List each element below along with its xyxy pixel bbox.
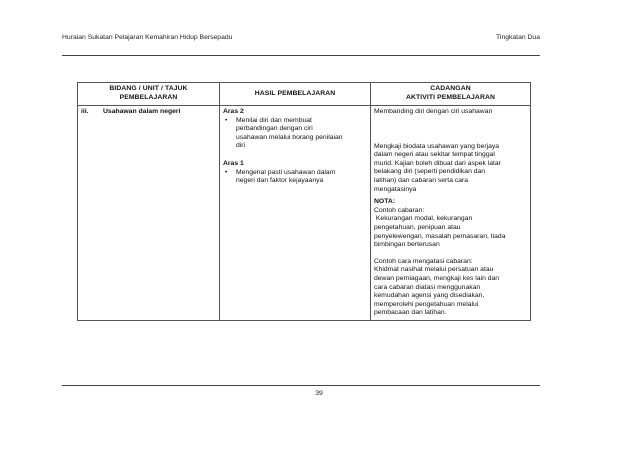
- note-line: pembacaan dan latihan.: [374, 309, 447, 317]
- note-challenges: [374, 207, 527, 250]
- column-header-topic: [78, 83, 220, 106]
- activities-cell: [371, 106, 531, 321]
- unit-name: Usahawan dalam negeri: [103, 108, 181, 115]
- outcome-line: Mengenal pasti usahawan dalam: [236, 168, 336, 176]
- outcome-line: diri: [236, 142, 246, 150]
- unit-number: iii.: [81, 108, 89, 115]
- list-item: [223, 169, 367, 186]
- table-row: [78, 106, 531, 321]
- activity-line: Membanding diri dengan ciri usahawan: [374, 108, 493, 115]
- form-level-label: Tingkatan Dua: [496, 34, 540, 41]
- note-line: Contoh cara mengatasi cabaran:: [374, 257, 473, 265]
- note-title: NOTA:: [374, 198, 396, 206]
- level-2-list: [223, 117, 367, 151]
- document-title: Huraian Sukatan Pelajaran Kemahiran Hidup Bersepadu: [62, 34, 233, 41]
- table-header-row: [78, 83, 531, 106]
- note-line: Contoh cabaran:: [374, 206, 425, 214]
- outcome-line: negeri dan faktor kejayaanya: [236, 177, 324, 185]
- column-header-activities: [371, 83, 531, 106]
- note-line: bimbingan berterusan: [374, 241, 440, 249]
- column-header-topic-line2: PEMBELAJARAN: [119, 94, 178, 101]
- footer-rule: [62, 385, 540, 386]
- note-line: cara cabaran diatasi menggunakan: [374, 283, 481, 291]
- topic-cell: [78, 106, 220, 321]
- column-header-activities-line2: AKTIVITI PEMBELAJARAN: [406, 94, 495, 101]
- activity-line: belakang diri (seperti pendidikan dan: [374, 168, 486, 176]
- page-header: [62, 34, 540, 46]
- activity-line: mengatasinya: [374, 185, 417, 193]
- activity-line: latihan) dan cabaran serta cara: [374, 176, 469, 184]
- outcomes-cell: [220, 106, 371, 321]
- level-2-title: Aras 2: [223, 108, 244, 115]
- note-line: penyelewengan, masalah pemasaran, tiada: [374, 232, 506, 240]
- bullet-icon: •: [225, 168, 228, 176]
- column-header-outcomes: [220, 83, 371, 106]
- column-header-topic-line1: BIDANG / UNIT / TAJUK: [109, 85, 188, 93]
- activity-line: murid. Kajian boleh dibuat dari aspek latar: [374, 159, 501, 167]
- activity-line: Mengkaji biodata usahawan yang berjaya: [374, 142, 500, 150]
- list-item: [223, 117, 367, 151]
- column-header-activities-line1: CADANGAN: [430, 85, 471, 93]
- note-line: pengetahuan, penipuan atau: [374, 223, 461, 231]
- column-header-outcomes-line1: HASIL PEMBELAJARAN: [254, 89, 336, 97]
- note-solutions: [374, 258, 527, 318]
- outcome-line: Menilai diri dan membuat: [236, 116, 312, 124]
- page-number: 39: [315, 390, 323, 397]
- activity-line: dalam negeri atau sekitar tempat tinggal: [374, 151, 495, 159]
- outcome-line: perbandingan dengan ciri: [236, 125, 313, 133]
- note-line: memperolehi pengetahuan melalui: [374, 300, 479, 308]
- activity-compare: [374, 108, 527, 117]
- note-line: dewan perniagaan, mengkaji kes lain dan: [374, 274, 500, 282]
- note-line: Khidmat nasihat melalui persatuan atau: [374, 266, 494, 274]
- level-1-list: [223, 169, 367, 186]
- bullet-icon: •: [225, 116, 228, 124]
- activity-study: [374, 143, 527, 195]
- note-line: kemudahan agensi yang disediakan,: [374, 292, 485, 300]
- outcome-line: usahawan melalui borang penilaian: [236, 133, 343, 141]
- level-1-title: Aras 1: [223, 159, 244, 167]
- note-line: Kekurangan modal, kekurangan: [374, 215, 473, 223]
- header-rule: [62, 55, 540, 56]
- syllabus-table: [77, 82, 531, 321]
